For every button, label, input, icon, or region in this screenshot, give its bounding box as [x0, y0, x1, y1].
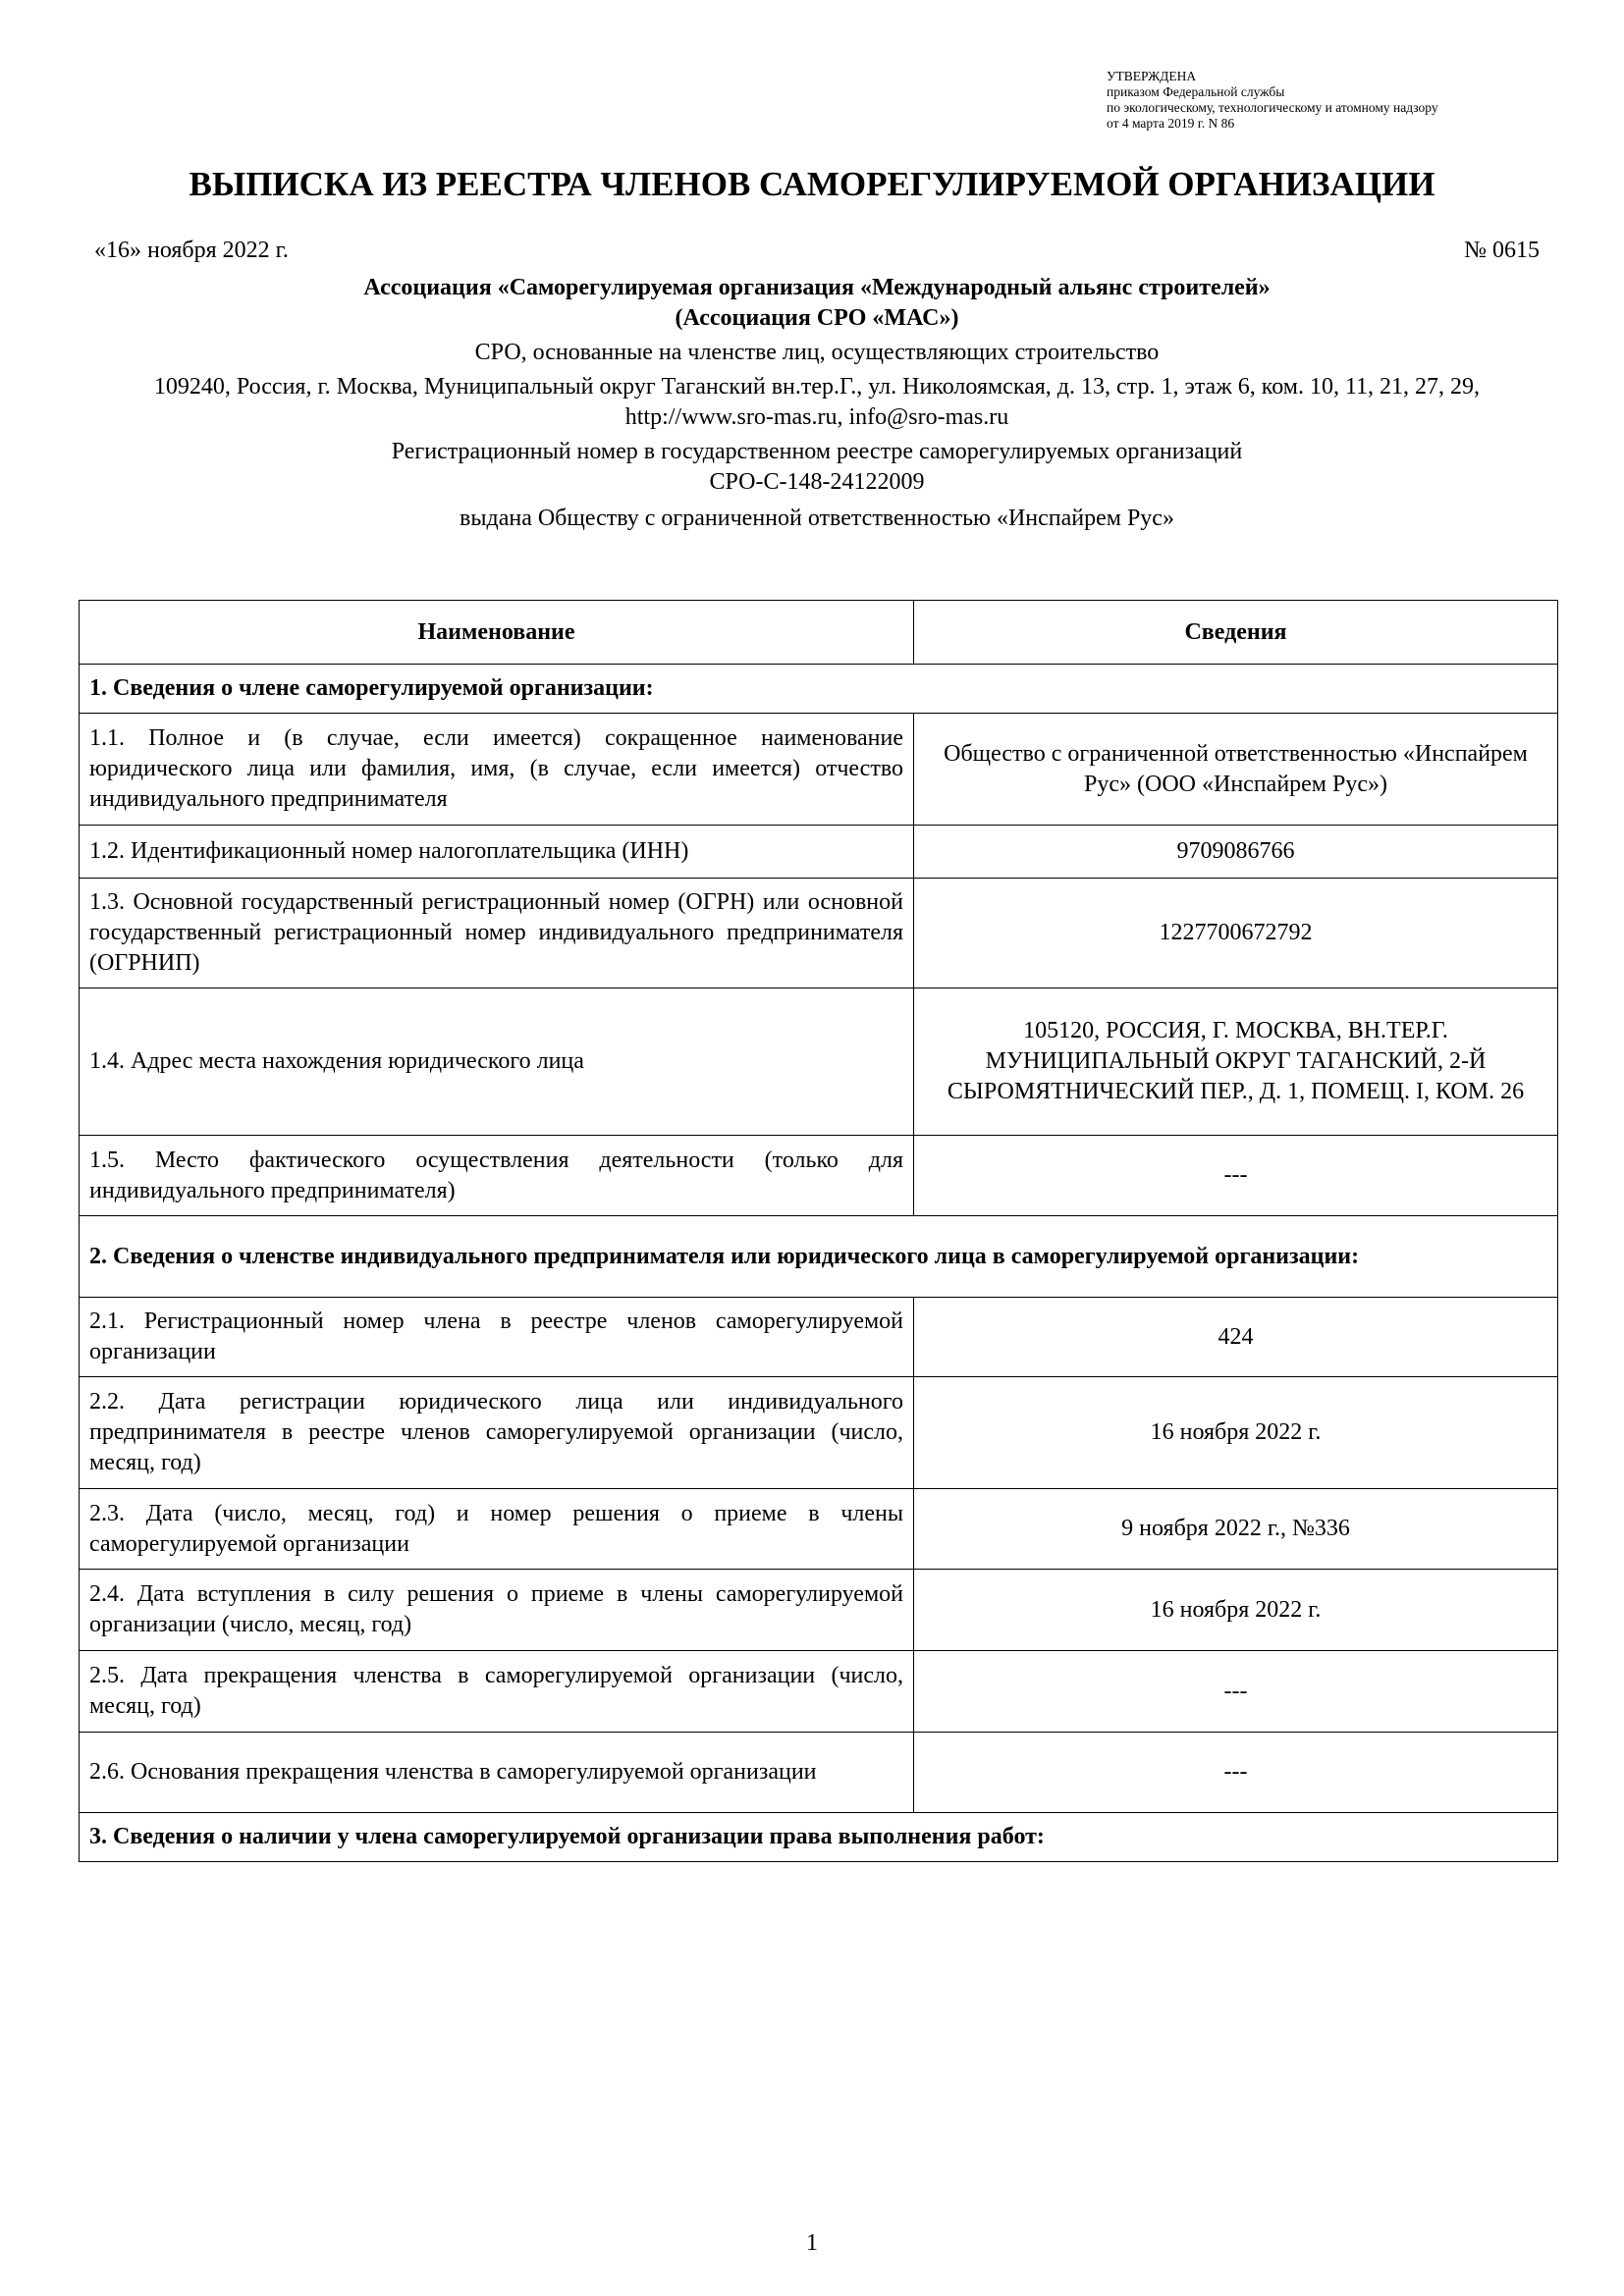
org-short-name: (Ассоциация СРО «МАС») — [675, 305, 959, 331]
approval-line: приказом Федеральной службы — [1107, 84, 1285, 99]
org-reg-label: Регистрационный номер в государственном реестре саморегулируемых организаций — [391, 439, 1243, 464]
row-label: 1.3. Основной государственный регистрационный номер (ОГРН) или основной государственный регистрационный номер индивидуального предпринимателя (ОГРНИП) — [80, 879, 914, 988]
row-value: 1227700672792 — [914, 879, 1558, 988]
org-address: 109240, Россия, г. Москва, Муниципальный округ Таганский вн.тер.Г., ул. Николоямская, д. 13, стр. 1, этаж 6, ком. 10, 11, 21, 27, 29, http://www.sro-mas.ru, info@sro-mas.ru — [153, 374, 1481, 430]
header-info: Сведения — [914, 601, 1558, 665]
table-header — [80, 601, 1558, 665]
approval-line: от 4 марта 2019 г. N 86 — [1107, 116, 1235, 131]
row-value: 9 ноября 2022 г., №336 — [914, 1489, 1558, 1570]
row-label: 2.2. Дата регистрации юридического лица или индивидуального предпринимателя в реестре членов саморегулируемой организации (число, месяц, год) — [80, 1377, 914, 1489]
approval-line: по экологическому, технологическому и атомному надзору — [1107, 100, 1438, 115]
section-title: 3. Сведения о наличии у члена саморегулируемой организации права выполнения работ: — [80, 1813, 1558, 1862]
register-table — [79, 600, 1558, 1862]
table-row — [80, 879, 1558, 988]
org-reg-number: СРО-С-148-24122009 — [709, 469, 925, 495]
row-value: --- — [914, 1733, 1558, 1813]
row-value: --- — [914, 1136, 1558, 1216]
row-label: 2.5. Дата прекращения членства в саморегулируемой организации (число, месяц, год) — [80, 1651, 914, 1733]
row-label: 2.1. Регистрационный номер члена в реестре членов саморегулируемой организации — [80, 1298, 914, 1377]
row-value: 9709086766 — [914, 826, 1558, 879]
table-row — [80, 1733, 1558, 1813]
section-row — [80, 665, 1558, 714]
document-title: ВЫПИСКА ИЗ РЕЕСТРА ЧЛЕНОВ САМОРЕГУЛИРУЕМОЙ ОРГАНИЗАЦИИ — [189, 165, 1435, 203]
table-row — [80, 988, 1558, 1136]
row-value: 105120, РОССИЯ, Г. МОСКВА, ВН.ТЕР.Г. МУНИЦИПАЛЬНЫЙ ОКРУГ ТАГАНСКИЙ, 2-Й СЫРОМЯТНИЧЕСКИЙ ПЕР., Д. 1, ПОМЕЩ. I, КОМ. 26 — [914, 988, 1558, 1136]
header-name: Наименование — [80, 601, 914, 665]
org-name: Ассоциация «Саморегулируемая организация «Международный альянс строителей» — [363, 275, 1271, 300]
section-row — [80, 1216, 1558, 1298]
org-type: СРО, основанные на членстве лиц, осуществляющих строительство — [474, 340, 1160, 365]
approval-line: УТВЕРЖДЕНА — [1107, 69, 1197, 83]
row-value: --- — [914, 1651, 1558, 1733]
row-label: 2.6. Основания прекращения членства в саморегулируемой организации — [80, 1733, 914, 1813]
table-row — [80, 1298, 1558, 1377]
row-value: Общество с ограниченной ответственностью «Инспайрем Рус» (ООО «Инспайрем Рус») — [914, 714, 1558, 826]
table-row — [80, 1651, 1558, 1733]
row-label: 1.4. Адрес места нахождения юридического лица — [80, 988, 914, 1136]
table-row — [80, 1136, 1558, 1216]
row-label: 2.4. Дата вступления в силу решения о приеме в члены саморегулируемой организации (число, месяц, год) — [80, 1570, 914, 1651]
row-label: 1.2. Идентификационный номер налогоплательщика (ИНН) — [80, 826, 914, 879]
row-value: 16 ноября 2022 г. — [914, 1570, 1558, 1651]
row-value: 424 — [914, 1298, 1558, 1377]
org-header — [94, 273, 1540, 534]
table-row — [80, 826, 1558, 879]
row-value: 16 ноября 2022 г. — [914, 1377, 1558, 1489]
row-label: 2.3. Дата (число, месяц, год) и номер решения о приеме в члены саморегулируемой организации — [80, 1489, 914, 1570]
table-row — [80, 1377, 1558, 1489]
document-date: «16» ноября 2022 г. — [94, 238, 289, 263]
row-label: 1.5. Место фактического осуществления деятельности (только для индивидуального предпринимателя) — [80, 1136, 914, 1216]
approval-stamp — [1107, 69, 1438, 132]
table-row — [80, 1489, 1558, 1570]
table-row — [80, 1570, 1558, 1651]
table-row — [80, 714, 1558, 826]
issued-to: выдана Обществу с ограниченной ответственностью «Инспайрем Рус» — [460, 506, 1174, 531]
section-title: 2. Сведения о членстве индивидуального предпринимателя или юридического лица в саморегулируемой организации: — [80, 1216, 1558, 1298]
page-number: 1 — [806, 2230, 818, 2256]
section-title: 1. Сведения о члене саморегулируемой организации: — [80, 665, 1558, 714]
section-row — [80, 1813, 1558, 1862]
row-label: 1.1. Полное и (в случае, если имеется) сокращенное наименование юридического лица или фамилия, имя, (в случае, если имеется) отчество индивидуального предпринимателя — [80, 714, 914, 826]
document-number: № 0615 — [1464, 238, 1540, 263]
